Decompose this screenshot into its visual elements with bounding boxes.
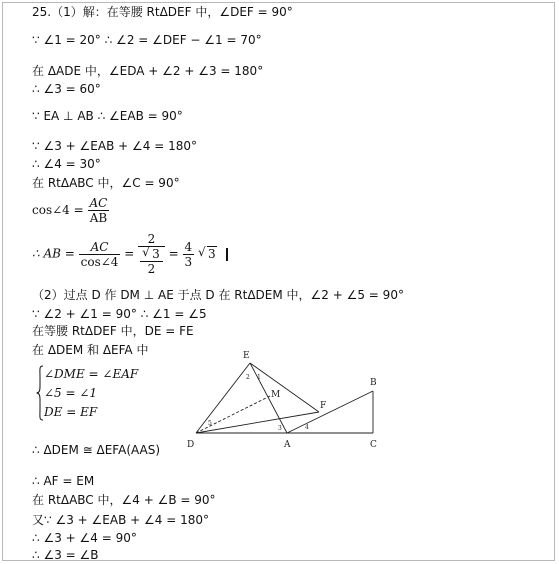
line-20: ∴ ∠3 = ∠B xyxy=(32,548,99,562)
ab-frac1-num: AC xyxy=(79,240,121,255)
segment-de xyxy=(196,363,250,433)
ab-fraction-1 xyxy=(79,240,121,269)
ab-frac2-den xyxy=(138,247,165,276)
ab-eq2: = xyxy=(168,246,179,261)
line-19: ∴ ∠3 + ∠4 = 90° xyxy=(32,531,137,545)
line-15: ∴ ΔDEM ≅ ΔEFA(AAS) xyxy=(32,443,161,457)
segment-df xyxy=(196,412,319,433)
left-brace-icon xyxy=(36,365,44,421)
ab-frac1-den: cos∠4 xyxy=(80,254,119,269)
ab-prefix: ∴ AB = xyxy=(32,246,75,261)
point-c-label: C xyxy=(370,440,377,450)
line-16: ∴ AF = EM xyxy=(32,474,95,488)
line-14: 在 ΔDEM 和 ΔEFA 中 xyxy=(32,343,149,357)
ab-frac3-num: 4 xyxy=(184,239,193,254)
ab-frac2-inner-num xyxy=(140,247,163,262)
line-18: 又∵ ∠3 + ∠EAB + ∠4 = 180° xyxy=(32,513,209,527)
geometry-diagram xyxy=(180,345,390,455)
ab-frac2-inner-den: 2 xyxy=(147,262,156,276)
line-3: 在 ΔADE 中，∠EDA + ∠2 + ∠3 = 180° xyxy=(32,64,264,78)
condition-side: DE = EF xyxy=(44,405,98,419)
ab-eq1: = xyxy=(124,246,135,261)
segment-dm xyxy=(196,396,270,433)
cos-denominator: AB xyxy=(89,211,108,225)
angle-2-label: 2 xyxy=(246,374,250,381)
ab-fraction-3 xyxy=(183,240,195,269)
line-9 xyxy=(32,196,109,225)
line-4: ∴ ∠3 = 60° xyxy=(32,82,101,96)
ab-fraction-2 xyxy=(138,232,165,276)
line-7: ∴ ∠4 = 30° xyxy=(32,157,101,171)
line-6: ∵ ∠3 + ∠EAB + ∠4 = 180° xyxy=(32,139,197,153)
sqrt-icon: √ 3 xyxy=(142,245,160,261)
cos-prefix: cos∠4 = xyxy=(32,203,84,217)
ab-frac2-num: 2 xyxy=(138,232,165,247)
line-13: 在等腰 RtΔDEF 中，DE = FE xyxy=(32,324,194,338)
line-11: （2）过点 D 作 DM ⊥ AE 于点 D 在 RtΔDEM 中，∠2 + ∠5 = 90° xyxy=(32,288,404,302)
angle-1-label: 1 xyxy=(257,374,261,381)
point-m-label: M xyxy=(271,390,281,400)
ab-frac2-inner xyxy=(140,247,163,276)
point-b-label: B xyxy=(370,378,377,388)
line-12: ∵ ∠2 + ∠1 = 90° ∴ ∠1 = ∠5 xyxy=(32,307,207,321)
line-5: ∵ EA ⊥ AB ∴ ∠EAB = 90° xyxy=(32,109,183,123)
point-e-label: E xyxy=(243,351,250,361)
cos-numerator: AC xyxy=(89,196,108,210)
line-8: 在 RtΔABC 中，∠C = 90° xyxy=(32,176,180,190)
segment-ef xyxy=(250,363,319,412)
point-d-label: D xyxy=(187,440,195,450)
angle-3-label: 3 xyxy=(278,425,282,432)
point-a-label: A xyxy=(284,440,291,450)
angle-4-label: 4 xyxy=(305,424,309,431)
sqrt-icon: √ 3 xyxy=(197,244,216,261)
line-1: 25.（1）解：在等腰 RtΔDEF 中，∠DEF = 90° xyxy=(32,5,293,19)
point-f-label: F xyxy=(320,401,327,411)
angle-5-label: 5 xyxy=(208,420,212,427)
line-2: ∵ ∠1 = 20° ∴ ∠2 = ∠DEF − ∠1 = 70° xyxy=(32,33,262,47)
segment-ab xyxy=(287,391,373,433)
text-cursor-icon xyxy=(226,248,228,261)
cos-fraction xyxy=(88,196,110,225)
condition-angle-equal: ∠5 = ∠1 xyxy=(44,386,98,400)
ab-frac3-den: 3 xyxy=(184,254,193,269)
line-10 xyxy=(32,232,228,276)
condition-angle: ∠DME = ∠EAF xyxy=(44,367,139,381)
line-17: 在 RtΔABC 中，∠4 + ∠B = 90° xyxy=(32,493,216,507)
